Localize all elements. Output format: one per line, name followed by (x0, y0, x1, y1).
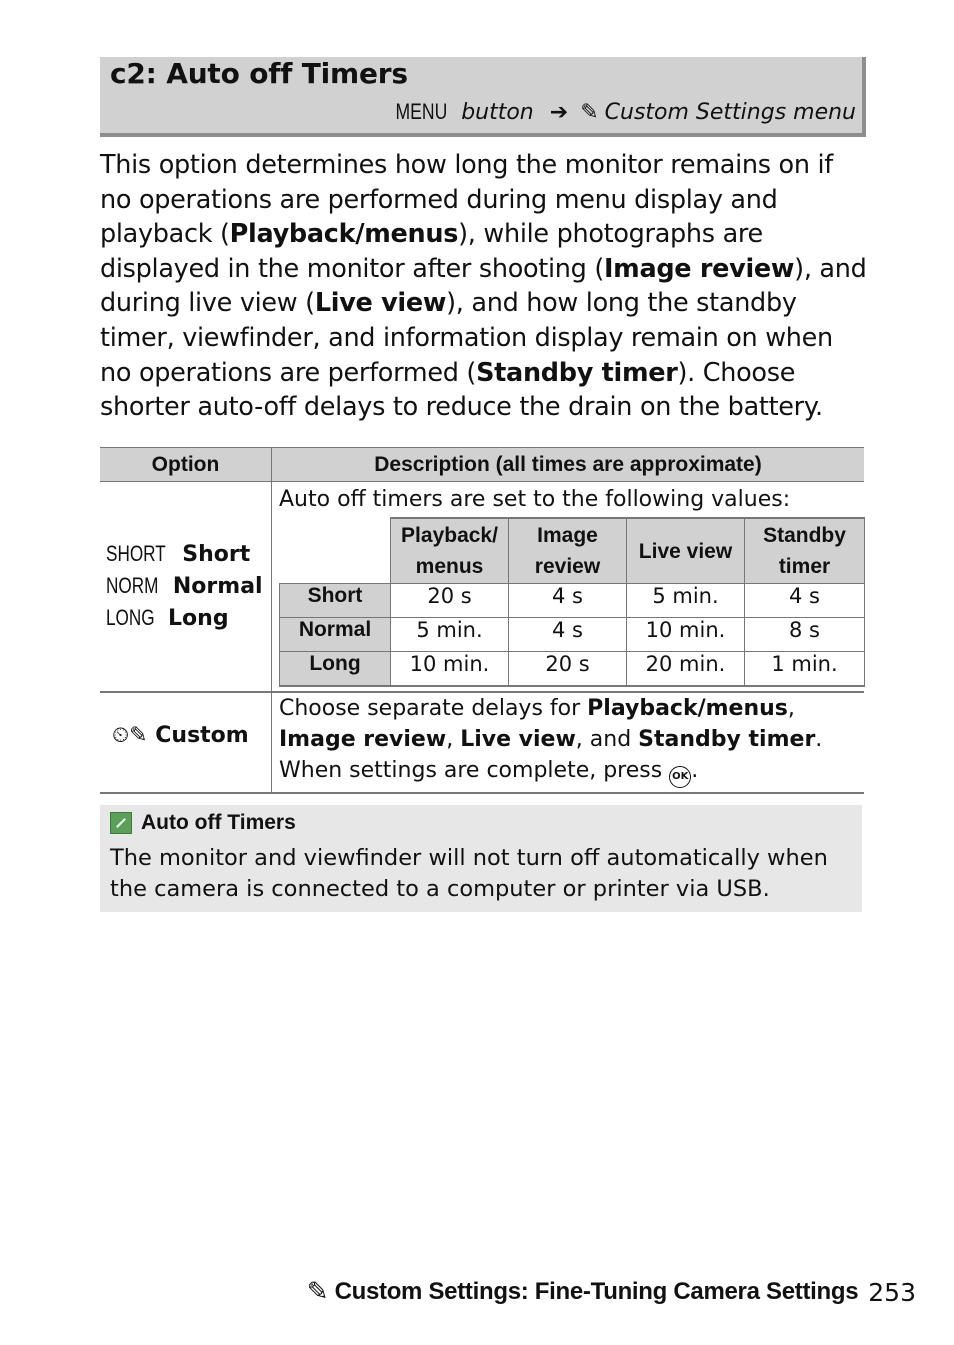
header-image-review: Image review (509, 518, 627, 584)
table-cell: 4 s (745, 584, 865, 618)
header-standby-timer: Standby timer (745, 518, 865, 584)
table-cell: 4 s (509, 584, 627, 618)
norm-glyph-icon: NORM (106, 573, 159, 598)
table-cell: 10 min. (391, 652, 509, 687)
option-custom: ⏲✎ Custom (100, 692, 272, 793)
table-cell: 20 s (391, 584, 509, 618)
table-row (280, 584, 865, 618)
section-header (100, 57, 866, 137)
page-number: 253 (868, 1277, 916, 1307)
page-footer (307, 1277, 916, 1307)
table-cell: 20 min. (627, 652, 745, 687)
arrow-right-icon: ➔ (549, 99, 569, 125)
table-cell: 1 min. (745, 652, 865, 687)
option-long: LONG Long (106, 602, 271, 634)
custom-timer-icon: ⏲✎ (112, 723, 148, 748)
ok-button-icon: OK (669, 766, 691, 788)
table-cell: 8 s (745, 618, 865, 652)
timer-values-table (279, 517, 865, 687)
column-header-option: Option (100, 448, 272, 482)
note-pencil-icon (110, 812, 132, 834)
custom-description: Choose separate delays for Playback/menus, Image review, Live view, and Standby timer. When settings are complete, press OK . (272, 692, 865, 793)
page-title: c2: Auto off Timers (110, 57, 408, 90)
table-cell: 10 min. (627, 618, 745, 652)
intro-paragraph: This option determines how long the monitor remains on if no operations are performed during menu display and playback (Playback/menus), while photographs are displayed in the monitor after shooting (Image review), and during live view (Live view), and how long the standby timer, viewfinder, and information display remain on when no operations are performed (Standby timer). Choose shorter auto-off delays to reduce the drain on the battery. (100, 150, 867, 423)
pencil-icon: ✎ (306, 1277, 329, 1307)
option-short: SHORT Short (106, 538, 271, 570)
header-live-view: Live view (627, 518, 745, 584)
pencil-icon: ✎ (580, 99, 599, 125)
row-label-short: Short (280, 584, 391, 618)
short-glyph-icon: SHORT (106, 541, 166, 566)
long-glyph-icon: LONG (106, 605, 155, 630)
column-header-description: Description (all times are approximate) (272, 448, 865, 482)
note-box (100, 805, 862, 912)
table-cell: 5 min. (627, 584, 745, 618)
custom-settings-menu-label: Custom Settings menu (604, 99, 856, 125)
table-row-custom (100, 692, 864, 793)
row-label-normal: Normal (280, 618, 391, 652)
options-table (100, 447, 864, 794)
menu-button-glyph: MENU (395, 99, 448, 124)
note-title: Auto off Timers (110, 811, 296, 835)
menu-path (389, 99, 856, 125)
header-playback-menus: Playback/ menus (391, 518, 509, 584)
table-row (280, 652, 865, 687)
table-cell: 20 s (509, 652, 627, 687)
footer-section-title: Custom Settings: Fine-Tuning Camera Settings (334, 1278, 859, 1305)
option-normal: NORM Normal (106, 570, 271, 602)
note-text: The monitor and viewfinder will not turn off automatically when the camera is connected to a computer or printer via USB. (110, 845, 828, 902)
row-label-long: Long (280, 652, 391, 687)
preset-intro-text: Auto off timers are set to the following values: (279, 487, 791, 512)
preset-options (100, 482, 272, 693)
preset-description (272, 482, 865, 693)
table-row-presets (100, 482, 864, 693)
table-row (280, 618, 865, 652)
table-cell: 5 min. (391, 618, 509, 652)
table-cell: 4 s (509, 618, 627, 652)
button-label: button (461, 99, 534, 125)
